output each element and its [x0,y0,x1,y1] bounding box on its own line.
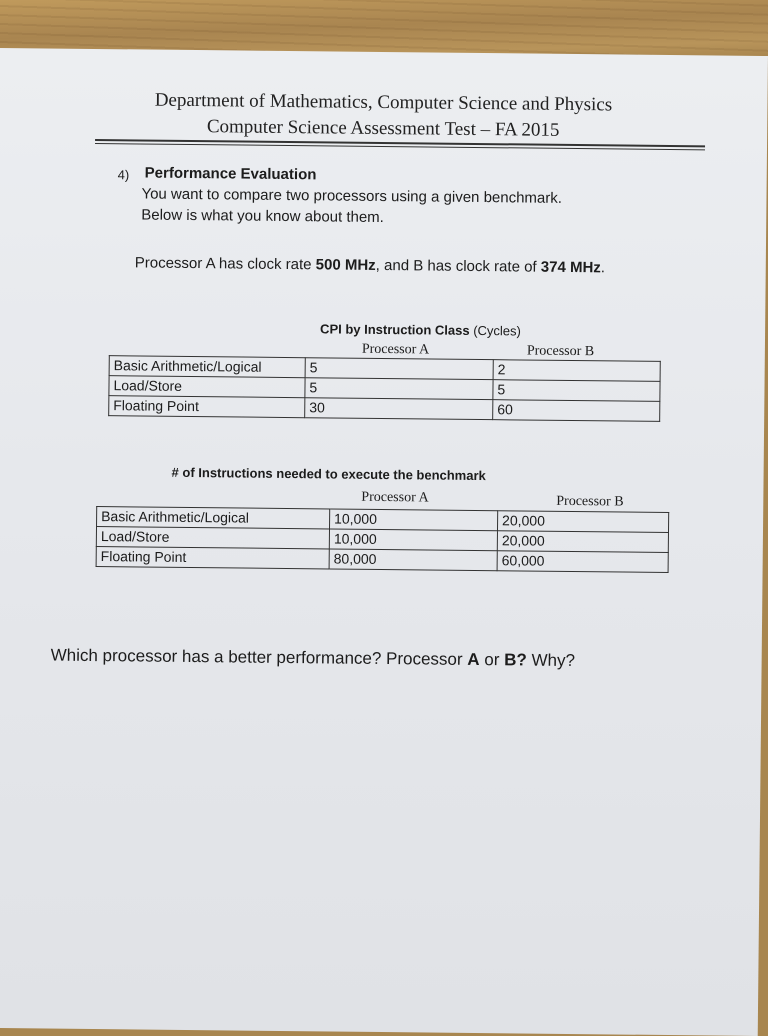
cpi-caption-units: (Cycles) [469,322,521,339]
instr-a-value: 80,000 [329,549,497,571]
row-label: Load/Store [109,376,305,398]
ask-processor-b: B? [504,650,527,670]
question-title: Performance Evaluation [144,164,317,184]
ask-text-3: Why? [526,650,576,671]
cpi-b-value: 2 [493,360,660,382]
clock-rate-b: 374 MHz [540,258,601,277]
cpi-b-value: 5 [493,380,660,402]
instr-a-value: 10,000 [330,509,498,531]
instr-b-value: 20,000 [497,511,668,533]
intro-line-2: Below is what you know about them. [141,206,384,227]
performance-question [51,646,576,671]
row-label: Floating Point [96,547,329,569]
cpi-a-value: 5 [305,378,493,400]
instr-col-header-a: Processor A [361,489,429,506]
row-label: Basic Arithmetic/Logical [109,356,305,378]
ask-text-2: or [479,650,505,670]
row-label: Basic Arithmetic/Logical [97,507,330,529]
test-title: Computer Science Assessment Test – FA 2015 [206,116,560,141]
instr-col-header-b: Processor B [556,493,624,510]
instr-a-value: 10,000 [329,529,497,551]
row-label: Floating Point [109,396,305,418]
ask-text-1: Which processor has a better performance? Processor [50,645,468,669]
cpi-table-caption [320,321,521,338]
cpi-table [108,355,661,422]
cpi-a-value: 30 [305,398,493,420]
cpi-col-header-a: Processor A [361,341,430,358]
cpi-col-header-b: Processor B [526,343,595,360]
cpi-b-value: 60 [493,400,660,422]
exam-paper [0,48,768,1036]
question-number: 4) [117,167,130,183]
cpi-a-value: 5 [305,358,493,380]
clock-rate-statement [135,254,605,276]
cpi-caption-bold: CPI by Instruction Class [320,321,470,338]
instr-b-value: 60,000 [497,551,668,573]
ask-processor-a: A [467,649,480,670]
instructions-table-caption: # of Instructions needed to execute the benchmark [171,464,486,484]
instructions-table [96,506,670,573]
department-heading: Department of Mathematics, Computer Science and Physics [154,89,613,116]
clock-text-1: Processor A has clock rate [134,254,316,274]
instr-b-value: 20,000 [497,531,668,553]
intro-line-1: You want to compare two processors using a given benchmark. [141,185,563,207]
clock-rate-a: 500 MHz [315,256,376,274]
clock-text-3: . [600,259,606,277]
clock-text-2: , and B has clock rate of [375,256,541,276]
row-label: Load/Store [96,527,329,549]
